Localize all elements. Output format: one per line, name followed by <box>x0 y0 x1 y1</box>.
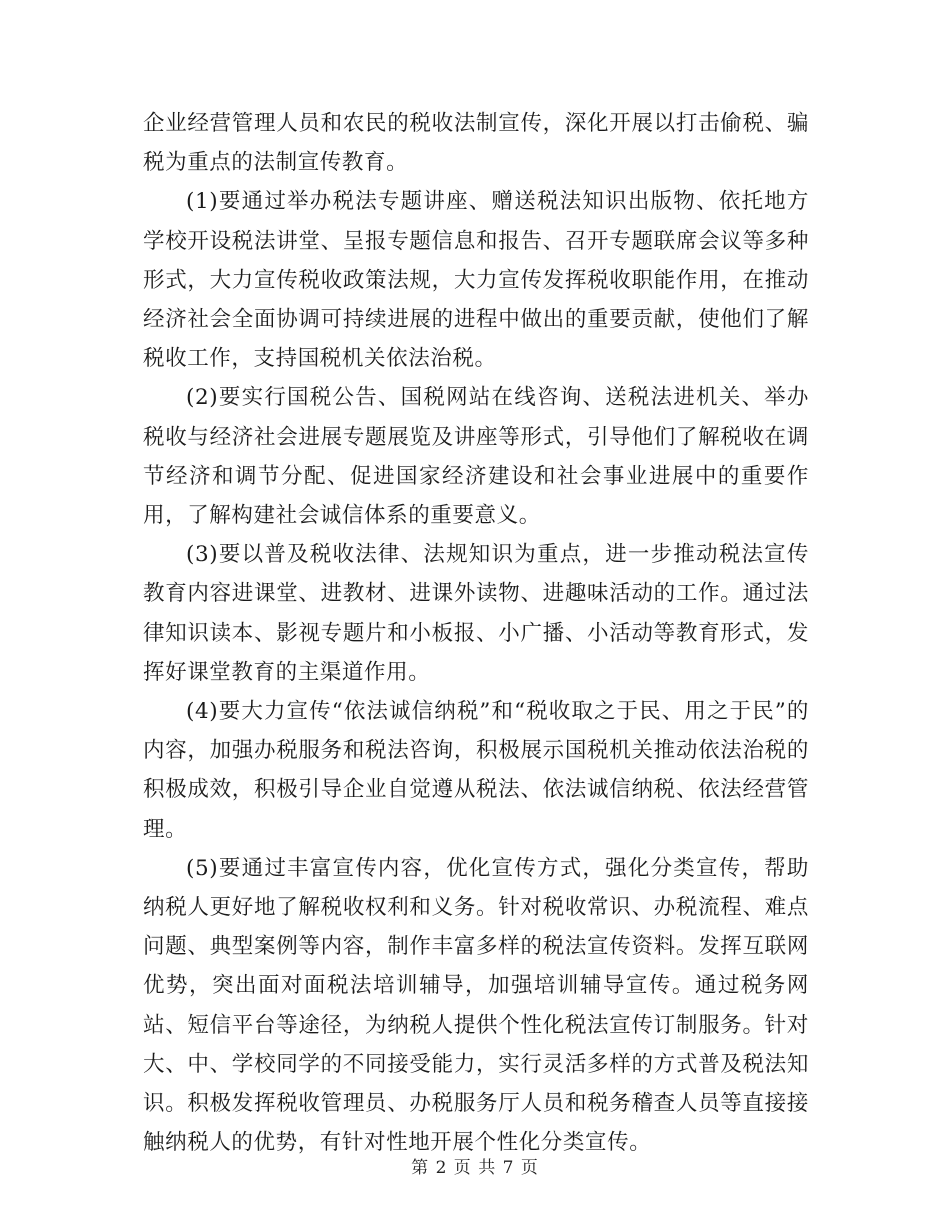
page-number-footer: 第 2 页 共 7 页 <box>411 1158 539 1178</box>
paragraph-continuation: 企业经营管理人员和农民的税收法制宣传，深化开展以打击偷税、骗税为重点的法制宣传教育。 <box>143 111 809 176</box>
paragraph-item-5: (5)要通过丰富宣传内容，优化宣传方式，强化分类宣传，帮助纳税人更好地了解税收权利和义务。针对税收常识、办税流程、难点问题、典型案例等内容，制作丰富多样的税法宣传资料。发挥互联网优势，突出面对面税法培训辅导，加强培训辅导宣传。通过税务网站、短信平台等途径，为纳税人提供个性化税法宣传订制服务。针对大、中、学校同学的不同接受能力，实行灵活多样的方式普及税法知识。积极发挥税收管理员、办税服务厅人员和税务稽查人员等直接接触纳税人的优势，有针对性地开展个性化分类宣传。 <box>143 855 809 1156</box>
paragraph-item-4: (4)要大力宣传“依法诚信纳税”和“税收取之于民、用之于民”的内容，加强办税服务和税法咨询，积极展示国税机关推动依法治税的积极成效，积极引导企业自觉遵从税法、依法诚信纳税、依法经营管理。 <box>143 699 809 842</box>
paragraph-item-3: (3)要以普及税收法律、法规知识为重点，进一步推动税法宣传教育内容进课堂、进教材、进课外读物、进趣味活动的工作。通过法律知识读本、影视专题片和小板报、小广播、小活动等教育形式，发挥好课堂教育的主渠道作用。 <box>143 542 809 685</box>
paragraph-item-2: (2)要实行国税公告、国税网站在线咨询、送税法进机关、举办税收与经济社会进展专题展览及讲座等形式，引导他们了解税收在调节经济和调节分配、促进国家经济建设和社会事业进展中的重要作用，了解构建社会诚信体系的重要意义。 <box>143 385 809 529</box>
document-body <box>143 104 809 1162</box>
paragraph-item-1: (1)要通过举办税法专题讲座、赠送税法知识出版物、依托地方学校开设税法讲堂、呈报专题信息和报告、召开专题联席会议等多种形式，大力宣传税收政策法规，大力宣传发挥税收职能作用，在推动经济社会全面协调可持续进展的进程中做出的重要贡献，使他们了解税收工作，支持国税机关依法治税。 <box>143 189 809 372</box>
